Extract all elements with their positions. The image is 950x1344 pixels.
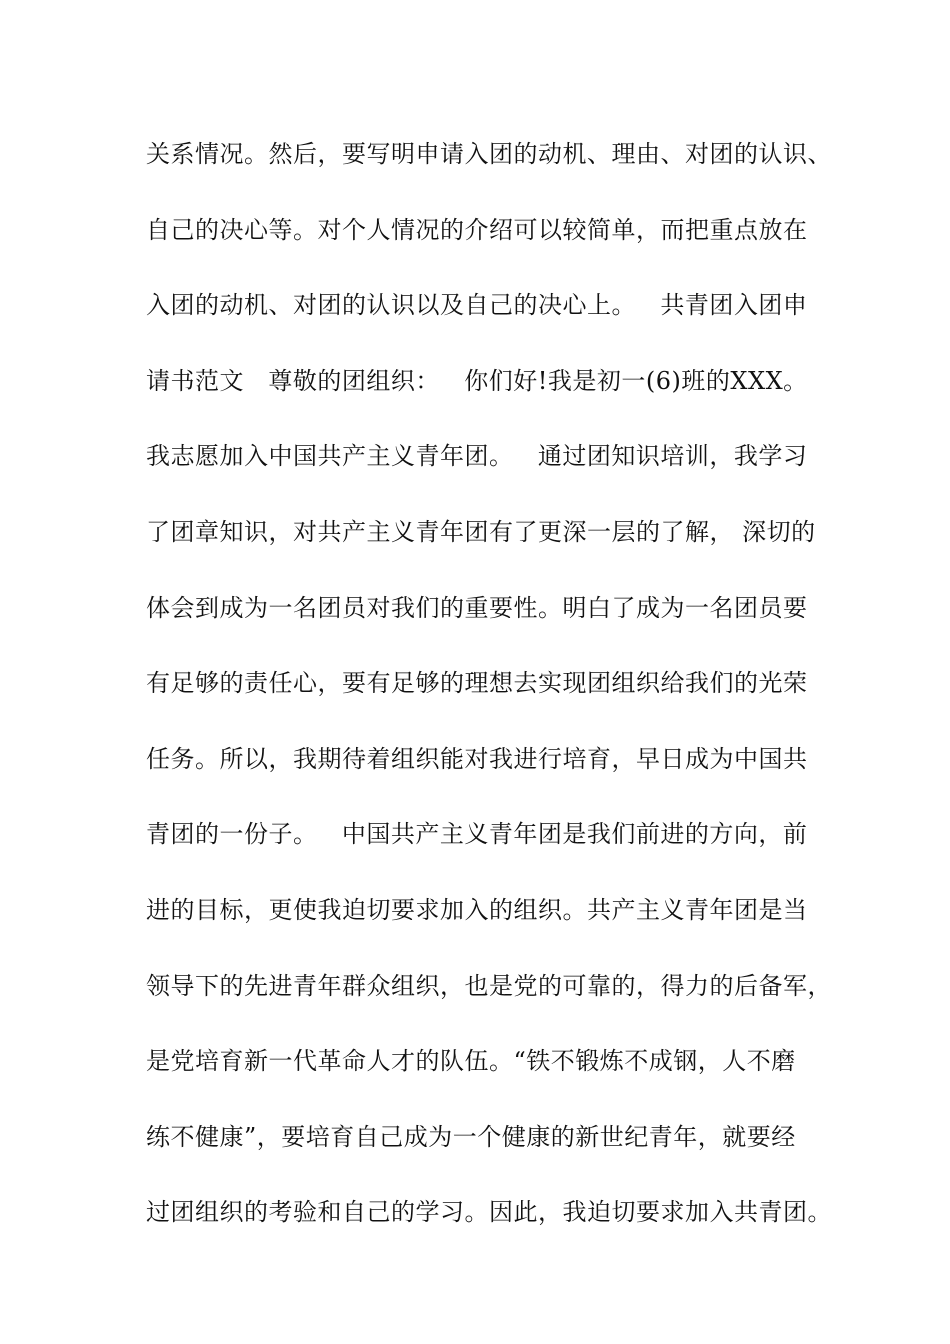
text-line-7: 体会到成为一名团员对我们的重要性。明白了成为一名团员要 bbox=[146, 593, 808, 622]
text-line-9: 任务。所以，我期待着组织能对我进行培育，早日成为中国共 bbox=[146, 744, 808, 773]
text-line-4: 请书范文 尊敬的团组织： 你们好!我是初一(6)班的XXX。 bbox=[146, 366, 808, 395]
document-body bbox=[146, 130, 846, 1264]
text-line-14: 练不健康”，要培育自己成为一个健康的新世纪青年，就要经 bbox=[146, 1122, 796, 1151]
text-line-3: 入团的动机、对团的认识以及自己的决心上。 共青团入团申 bbox=[146, 291, 808, 320]
text-line-13: 是党培育新一代革命人才的队伍。“铁不锻炼不成钢，人不磨 bbox=[146, 1047, 796, 1076]
text-line-2: 自己的决心等。对个人情况的介绍可以较简单，而把重点放在 bbox=[146, 215, 808, 244]
text-line-11: 进的目标，更使我迫切要求加入的组织。共产主义青年团是当 bbox=[146, 895, 808, 924]
text-line-6: 了团章知识，对共产主义青年团有了更深一层的了解， 深切的 bbox=[146, 517, 816, 546]
text-line-5: 我志愿加入中国共产主义青年团。 通过团知识培训，我学习 bbox=[146, 442, 808, 471]
text-line-15: 过团组织的考验和自己的学习。因此，我迫切要求加入共青团。 bbox=[146, 1198, 832, 1227]
text-line-1: 关系情况。然后，要写明申请入团的动机、理由、对团的认识、 bbox=[146, 140, 832, 168]
text-line-8: 有足够的责任心，要有足够的理想去实现团组织给我们的光荣 bbox=[146, 669, 808, 698]
text-line-12: 领导下的先进青年群众组织，也是党的可靠的，得力的后备军， bbox=[146, 971, 832, 1000]
text-line-10: 青团的一份子。 中国共产主义青年团是我们前进的方向，前 bbox=[146, 820, 808, 849]
